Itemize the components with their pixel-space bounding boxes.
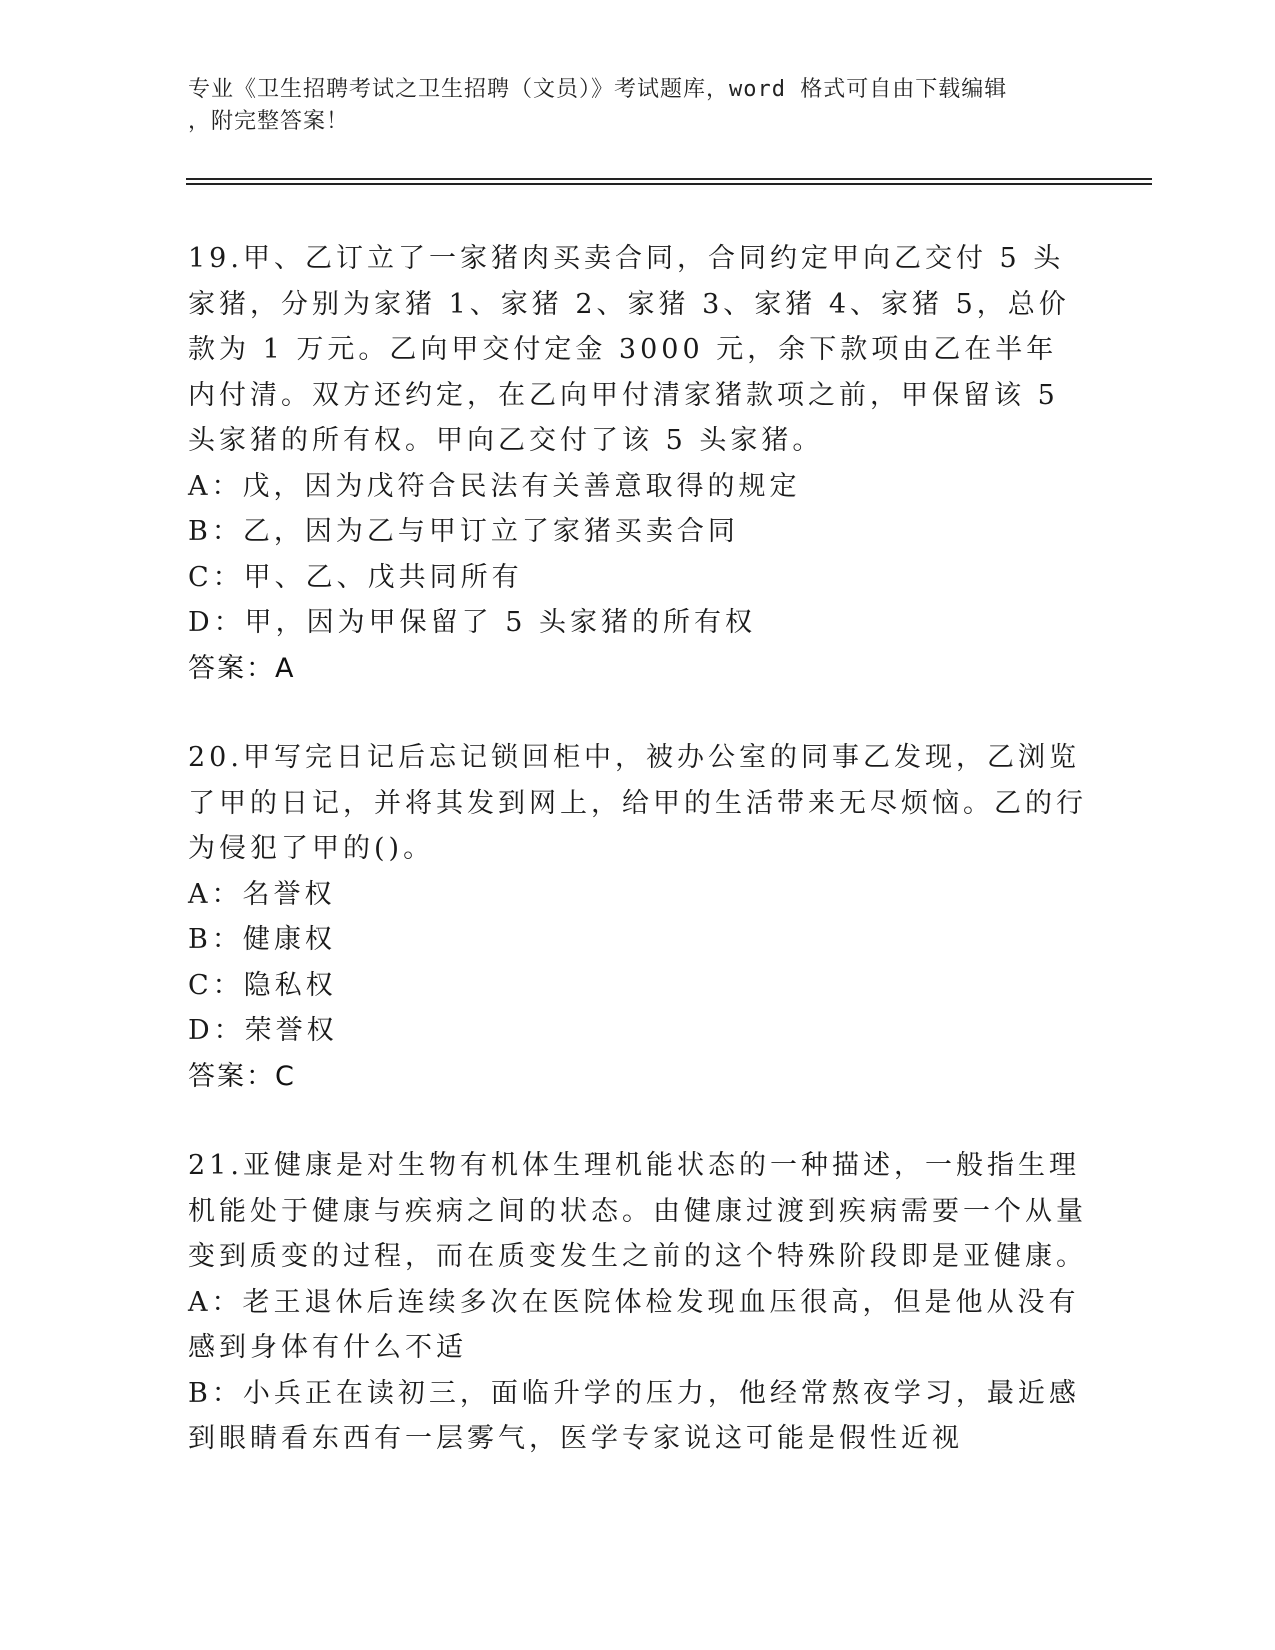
option-a: A：老王退休后连续多次在医院体检发现血压很高，但是他从没有感到身体有什么不适	[188, 1286, 1080, 1363]
header-rule-bottom	[186, 183, 1152, 185]
answer-line: 答案：A	[188, 652, 296, 684]
option-c: C：甲、乙、戊共同所有	[188, 561, 523, 593]
document-header	[188, 74, 1088, 138]
question-19	[188, 236, 1088, 691]
answer-line: 答案：C	[188, 1060, 296, 1092]
option-b: B：乙，因为乙与甲订立了家猪买卖合同	[188, 516, 739, 547]
question-list	[188, 236, 1088, 1506]
question-stem: 19.甲、乙订立了一家猪肉买卖合同，合同约定甲向乙交付 5 头家猪，分别为家猪 1、家猪 2、家猪 3、家猪 4、家猪 5，总价款为 1 万元。乙向甲交付定金 3000 元，余下款项由乙在半年内付清。双方还约定，在乙向甲付清家猪款项之前，甲保留该 5 头家猪的所有权。甲向乙交付了该 5 头家猪。	[188, 243, 1070, 456]
option-d: D：荣誉权	[188, 1015, 338, 1046]
option-b: B：健康权	[188, 924, 336, 955]
option-a: A：戊，因为戊符合民法有关善意取得的规定	[188, 470, 801, 502]
option-d: D：甲，因为甲保留了 5 头家猪的所有权	[188, 607, 756, 638]
question-20	[188, 735, 1088, 1099]
question-stem: 21.亚健康是对生物有机体生理机能状态的一种描述，一般指生理机能处于健康与疾病之间的状态。由健康过渡到疾病需要一个从量变到质变的过程，而在质变发生之前的这个特殊阶段即是亚健康。	[188, 1150, 1087, 1272]
question-stem: 20.甲写完日记后忘记锁回柜中，被办公室的同事乙发现，乙浏览了甲的日记，并将其发到网上，给甲的生活带来无尽烦恼。乙的行为侵犯了甲的()。	[188, 742, 1087, 864]
header-line-2: ，附完整答案！	[188, 109, 350, 134]
option-b: B：小兵正在读初三，面临升学的压力，他经常熬夜学习，最近感到眼睛看东西有一层雾气，医学专家说这可能是假性近视	[188, 1377, 1080, 1454]
header-rule-top	[186, 178, 1152, 180]
question-21	[188, 1143, 1088, 1462]
option-a: A：名誉权	[188, 878, 336, 910]
header-line-1: 专业《卫生招聘考试之卫生招聘（文员）》考试题库，word 格式可自由下载编辑	[188, 77, 1008, 102]
option-c: C：隐私权	[188, 969, 337, 1001]
